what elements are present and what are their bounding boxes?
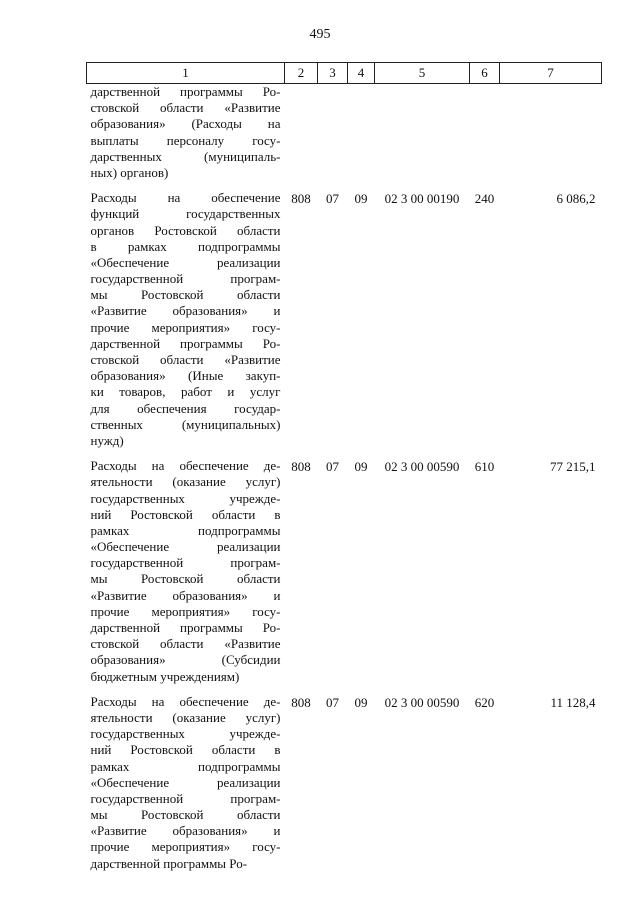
subsection-code-cell: 09 [354,459,368,475]
table-row [87,694,602,872]
row-description [87,190,285,458]
table-header-row [87,63,602,84]
description-line: «Обеспечение реализации [90,254,281,270]
description-line: мы Ростовской области [90,571,281,587]
page-number: 495 [309,27,331,42]
description-line: мы Ростовской области [90,807,281,823]
description-line: прочие мероприятия» госу- [90,603,281,619]
expense-type-cell: 610 [474,459,495,475]
amount-cell: 11 128,4 [550,694,596,710]
column-header: 6 [470,63,500,84]
description-line: стовской области «Развитие [90,636,281,652]
ministry-code-cell: 808 [291,694,311,710]
description-line: функций государственных [90,206,281,222]
description-line: прочие мероприятия» госу- [90,839,281,855]
description-line: Расходы на обеспечение [90,190,281,206]
description-line: образования» (Иные закуп- [90,368,281,384]
ministry-code-cell [285,84,318,191]
description-line: рамках подпрограммы [90,522,281,538]
description-line: образования» (Субсидии [90,652,281,668]
description-line: выплаты персоналу госу- [90,132,281,148]
description-line: ственных (муниципальных) [90,416,281,432]
description-line: ных) органов) [90,164,169,180]
subsection-code-cell [348,84,375,191]
amount-cell [500,84,602,191]
target-article-cell: 02 3 00 00190 [384,191,460,207]
table-row [87,458,602,694]
ministry-code-cell: 808 [291,191,311,207]
description-line: Расходы на обеспечение де- [90,693,281,709]
column-header: 5 [375,63,470,84]
description-line: для обеспечения государ- [90,400,281,416]
description-line: прочие мероприятия» госу- [90,319,281,335]
description-line: ний Ростовской области в [90,506,281,522]
description-line: ятельности (оказание услуг) [90,709,281,725]
description-line: нужд) [90,432,124,448]
budget-table [86,62,602,872]
target-article-cell: 02 3 00 00590 [384,459,460,475]
table-body [87,84,602,872]
description-line: дарственной программы Ро- [90,84,281,99]
column-header: 1 [87,63,285,84]
description-line: ки товаров, работ и услуг [90,384,281,400]
column-header: 4 [348,63,375,84]
table-row [87,190,602,458]
row-description [87,458,285,694]
description-line: рамках подпрограммы [90,758,281,774]
section-code-cell: 07 [326,459,339,475]
section-code-cell: 07 [326,694,339,710]
section-code-cell [318,84,348,191]
expense-type-cell [470,84,500,191]
description-line: государственной програм- [90,555,281,571]
description-line: органов Ростовской области [90,222,281,238]
amount-cell: 77 215,1 [550,459,596,475]
description-line: «Развитие образования» и [90,587,281,603]
table-row [87,84,602,191]
description-line: государственной програм- [90,271,281,287]
description-line: бюджетным учреждениям) [90,668,240,684]
description-line: «Обеспечение реализации [90,774,281,790]
amount-cell: 6 086,2 [556,191,596,207]
row-description [87,84,285,191]
description-line: государственных учрежде- [90,726,281,742]
description-line: стовской области «Развитие [90,352,281,367]
column-header: 3 [318,63,348,84]
description-line: стовской области «Развитие [90,100,281,116]
description-line: дарственной программы Ро- [90,335,281,351]
description-line: ятельности (оказание услуг) [90,474,281,490]
description-line: государственных учрежде- [90,490,281,506]
description-line: образования» (Расходы на [90,116,281,132]
description-line: дарственных (муниципаль- [90,148,281,164]
expense-type-cell: 620 [474,694,495,710]
description-line: ний Ростовской области в [90,742,281,758]
description-line: государственной програм- [90,790,281,806]
expense-type-cell: 240 [474,191,495,207]
target-article-cell [375,84,470,191]
description-line: «Обеспечение реализации [90,539,281,555]
description-line: Расходы на обеспечение де- [90,458,281,474]
subsection-code-cell: 09 [354,694,368,710]
column-header: 7 [500,63,602,84]
description-line: «Развитие образования» и [90,823,281,839]
ministry-code-cell: 808 [291,459,311,475]
description-line: в рамках подпрограммы [90,238,281,254]
row-description [87,694,285,872]
description-line: дарственной программы Ро- [90,620,281,635]
description-line: дарственной программы Ро- [90,855,248,871]
subsection-code-cell: 09 [354,191,368,207]
description-line: мы Ростовской области [90,287,281,303]
description-line: «Развитие образования» и [90,303,281,319]
section-code-cell: 07 [326,191,339,207]
target-article-cell: 02 3 00 00590 [384,694,460,710]
column-header: 2 [285,63,318,84]
